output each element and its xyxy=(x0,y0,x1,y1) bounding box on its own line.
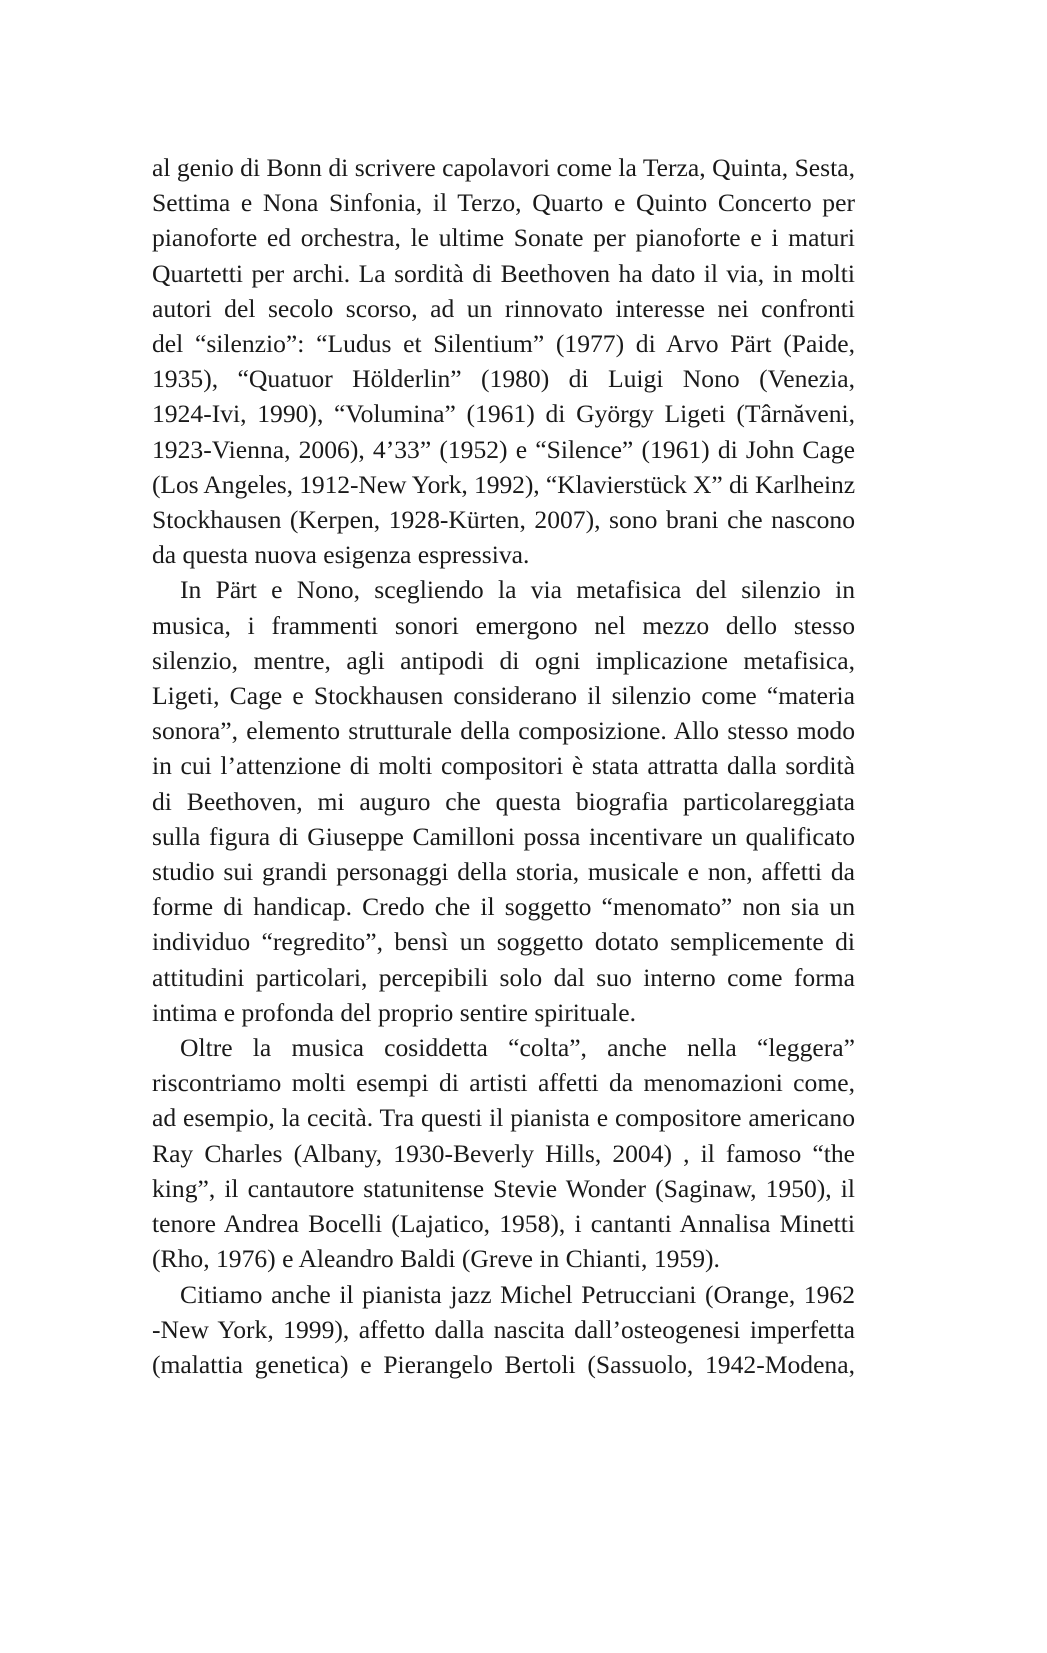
text-line: individuo “regredito”, bensì un soggetto dotato semplicemente di xyxy=(152,927,855,957)
paragraph xyxy=(152,1277,855,1383)
text-line: di Beethoven, mi auguro che questa biografia particolareggiata xyxy=(152,786,855,816)
text-line: Ligeti, Cage e Stockhausen considerano il silenzio come “materia xyxy=(152,681,855,711)
text-line: sulla figura di Giuseppe Camilloni possa incentivare un qualificato xyxy=(152,821,855,851)
text-line: autori del secolo scorso, ad un rinnovato interesse nei confronti xyxy=(152,293,855,323)
text-line: pianoforte ed orchestra, le ultime Sonate per pianoforte e i maturi xyxy=(152,223,855,253)
paragraph xyxy=(152,1030,855,1276)
text-line: -New York, 1999), affetto dalla nascita dall’osteogenesi imperfetta xyxy=(152,1314,855,1344)
text-line: (Rho, 1976) e Aleandro Baldi (Greve in Chianti, 1959). xyxy=(152,1244,720,1274)
text-line: forme di handicap. Credo che il soggetto “menomato” non sia un xyxy=(152,892,855,922)
text-line: In Pärt e Nono, scegliendo la via metafisica del silenzio in xyxy=(180,575,855,605)
text-line: 1935), “Quatuor Hölderlin” (1980) di Luigi Nono (Venezia, xyxy=(152,364,855,394)
text-line: attitudini particolari, percepibili solo dal suo interno come forma xyxy=(152,962,855,992)
text-line: musica, i frammenti sonori emergono nel mezzo dello stesso xyxy=(152,610,855,640)
paragraph xyxy=(152,572,855,1030)
text-line: al genio di Bonn di scrivere capolavori come la Terza, Quinta, Sesta, xyxy=(152,153,855,182)
paragraph xyxy=(152,150,855,572)
text-line: studio sui grandi personaggi della storia, musicale e non, affetti da xyxy=(152,857,855,887)
text-line: Ray Charles (Albany, 1930-Beverly Hills, 2004) , il famoso “the xyxy=(152,1138,855,1168)
page-body xyxy=(152,150,855,1382)
text-line: 1923-Vienna, 2006), 4’33” (1952) e “Silence” (1961) di John Cage xyxy=(152,434,855,464)
text-line: Stockhausen (Kerpen, 1928-Kürten, 2007), sono brani che nascono xyxy=(152,505,855,535)
text-line: riscontriamo molti esempi di artisti affetti da menomazioni come, xyxy=(152,1068,855,1098)
text-line: ad esempio, la cecità. Tra questi il pianista e compositore americano xyxy=(152,1103,855,1133)
text-line: Settima e Nona Sinfonia, il Terzo, Quarto e Quinto Concerto per xyxy=(152,188,855,218)
text-line: da questa nuova esigenza espressiva. xyxy=(152,540,530,570)
text-line: intima e profonda del proprio sentire spirituale. xyxy=(152,997,637,1027)
text-line: in cui l’attenzione di molti compositori è stata attratta dalla sordità xyxy=(152,751,855,781)
text-line: (Los Angeles, 1912-New York, 1992), “Klavierstück X” di Karlheinz xyxy=(152,469,855,499)
text-line: silenzio, mentre, agli antipodi di ogni implicazione metafisica, xyxy=(152,645,855,675)
text-line: Citiamo anche il pianista jazz Michel Petrucciani (Orange, 1962 xyxy=(180,1279,855,1309)
text-line: king”, il cantautore statunitense Stevie Wonder (Saginaw, 1950), il xyxy=(152,1173,855,1203)
text-line: del “silenzio”: “Ludus et Silentium” (1977) di Arvo Pärt (Paide, xyxy=(152,329,855,359)
text-line: 1924-Ivi, 1990), “Volumina” (1961) di György Ligeti (Târnăveni, xyxy=(152,399,855,429)
text-line: tenore Andrea Bocelli (Lajatico, 1958), i cantanti Annalisa Minetti xyxy=(152,1209,855,1239)
text-line: sonora”, elemento strutturale della composizione. Allo stesso modo xyxy=(152,716,855,746)
text-line: Quartetti per archi. La sordità di Beethoven ha dato il via, in molti xyxy=(152,258,855,288)
text-line: (malattia genetica) e Pierangelo Bertoli (Sassuolo, 1942-Modena, xyxy=(152,1349,855,1379)
text-line: Oltre la musica cosiddetta “colta”, anche nella “leggera” xyxy=(180,1033,855,1063)
